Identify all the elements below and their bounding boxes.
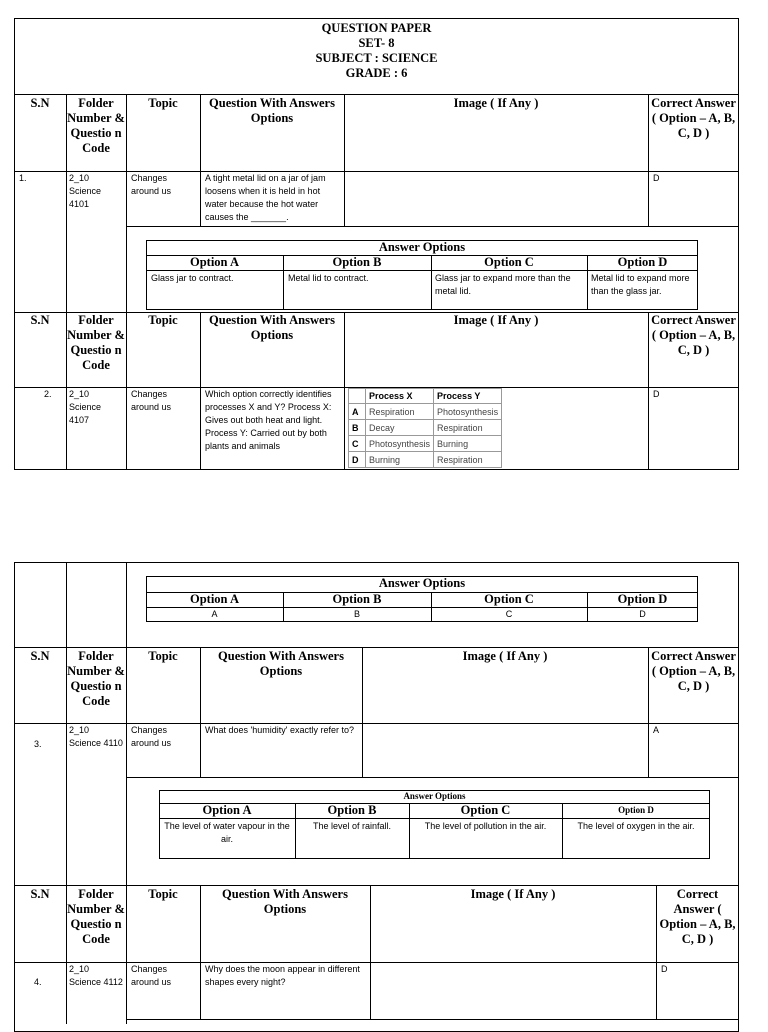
col-question-header: Question With Answers Options [209, 96, 335, 125]
col-topic-header-4: Topic [148, 887, 178, 901]
q2-option-d-header: Option D [617, 592, 668, 606]
q2-option-c: C [505, 609, 513, 619]
q2-sn: 2. [44, 389, 52, 399]
q1-option-a-header: Option A [190, 255, 239, 269]
col-correct-header: Correct Answer ( Option – A, B, C, D ) [651, 96, 736, 140]
paper-title [14, 21, 739, 81]
process-row-label: D [349, 452, 366, 468]
process-x-value: Photosynthesis [366, 436, 434, 452]
process-x-header: Process X [366, 389, 434, 404]
title-line-4: GRADE : 6 [345, 66, 408, 80]
col-sn-header-2: S.N [30, 313, 50, 327]
process-row [349, 404, 502, 420]
q3-option-d: The level of oxygen in the air. [577, 821, 695, 831]
q1-option-b-header: Option B [332, 255, 382, 269]
col-topic-header: Topic [148, 96, 178, 110]
q3-topic: Changes around us [131, 725, 172, 748]
col-image-header-4: Image ( If Any ) [470, 887, 556, 901]
q1-option-d: Metal lid to expand more than the glass jar. [591, 273, 690, 296]
q1-folder: 2_10 Science 4101 [69, 173, 102, 209]
q2-option-a-header: Option A [190, 592, 239, 606]
q3-option-c-header: Option C [460, 803, 511, 817]
q3-option-b-header: Option B [327, 803, 377, 817]
process-row-label: A [349, 404, 366, 420]
q2-process-table [348, 388, 502, 468]
process-y-value: Burning [434, 436, 502, 452]
q1-option-c-header: Option C [484, 255, 534, 269]
q1-topic: Changes around us [131, 173, 172, 196]
col-question-header-3: Question With Answers Options [218, 649, 344, 678]
q4-question: Why does the moon appear in different shapes every night? [205, 964, 360, 987]
col-image-header-3: Image ( If Any ) [462, 649, 548, 663]
col-correct-header-3: Correct Answer ( Option – A, B, C, D ) [651, 649, 736, 693]
q2-topic: Changes around us [131, 389, 172, 412]
col-image-header: Image ( If Any ) [453, 96, 539, 110]
q3-option-b: The level of rainfall. [312, 821, 392, 831]
process-row [349, 420, 502, 436]
title-line-3: SUBJECT : SCIENCE [315, 51, 438, 65]
q3-answer-options-title: Answer Options [403, 791, 466, 801]
col-sn-header-3: S.N [30, 649, 50, 663]
q3-folder: 2_10 Science 4110 [69, 725, 123, 748]
q4-folder: 2_10 Science 4112 [69, 964, 123, 987]
col-correct-header-2: Correct Answer ( Option – A, B, C, D ) [651, 313, 736, 357]
process-y-header: Process Y [434, 389, 502, 404]
q2-answer: D [653, 389, 660, 399]
q2-option-d: D [639, 609, 646, 619]
q3-option-c: The level of pollution in the air. [424, 821, 547, 831]
col-folder-header-2: Folder Number & Questio n Code [67, 313, 125, 372]
q1-option-c: Glass jar to expand more than the metal lid. [435, 273, 571, 296]
col-folder-header-3: Folder Number & Questio n Code [67, 649, 125, 708]
col-sn-header-4: S.N [30, 887, 50, 901]
q1-answer-options-title: Answer Options [378, 240, 466, 254]
q1-question: A tight metal lid on a jar of jam loosens when it is held in hot water because the hot water causes the _______. [205, 173, 326, 222]
q1-option-b: Metal lid to contract. [288, 273, 369, 283]
process-row [349, 452, 502, 468]
q1-option-a: Glass jar to contract. [151, 273, 234, 283]
process-y-value: Respiration [434, 420, 502, 436]
col-sn-header: S.N [30, 96, 50, 110]
q4-sn: 4. [34, 977, 42, 987]
q3-answer: A [653, 725, 660, 735]
q3-sn: 3. [34, 739, 42, 749]
q3-option-a: The level of water vapour in the air. [164, 821, 290, 844]
process-x-value: Respiration [366, 404, 434, 420]
q3-question: What does 'humidity' exactly refer to? [205, 725, 355, 735]
col-folder-header: Folder Number & Questio n Code [67, 96, 125, 155]
process-table-corner [349, 389, 366, 404]
q2-option-b-header: Option B [332, 592, 382, 606]
q2-answer-options-title: Answer Options [378, 576, 466, 590]
col-image-header-2: Image ( If Any ) [453, 313, 539, 327]
col-folder-header-4: Folder Number & Questio n Code [67, 887, 125, 946]
col-question-header-4: Question With Answers Options [222, 887, 348, 916]
title-line-1: QUESTION PAPER [321, 21, 432, 35]
process-row [349, 436, 502, 452]
process-row-label: C [349, 436, 366, 452]
process-x-value: Decay [366, 420, 434, 436]
q2-question: Which option correctly identifies processes X and Y? Process X: Gives out both heat and light. Process Y: Carried out by both plants and animals [205, 389, 332, 451]
col-correct-header-4: Correct Answer ( Option – A, B, C, D ) [659, 887, 736, 946]
q1-sn: 1. [19, 173, 27, 183]
title-line-2: SET- 8 [358, 36, 395, 50]
q1-answer: D [653, 173, 660, 183]
q4-topic: Changes around us [131, 964, 172, 987]
q2-option-c-header: Option C [484, 592, 534, 606]
process-row-label: B [349, 420, 366, 436]
q2-option-b: B [353, 609, 360, 619]
col-topic-header-3: Topic [148, 649, 178, 663]
col-question-header-2: Question With Answers Options [209, 313, 335, 342]
process-y-value: Photosynthesis [434, 404, 502, 420]
q3-option-d-header: Option D [618, 805, 654, 815]
q2-folder: 2_10 Science 4107 [69, 389, 102, 425]
process-y-value: Respiration [434, 452, 502, 468]
q2-option-a: A [211, 609, 218, 619]
process-x-value: Burning [366, 452, 434, 468]
col-topic-header-2: Topic [148, 313, 178, 327]
q3-option-a-header: Option A [202, 803, 252, 817]
q1-option-d-header: Option D [617, 255, 668, 269]
q4-answer: D [661, 964, 668, 974]
